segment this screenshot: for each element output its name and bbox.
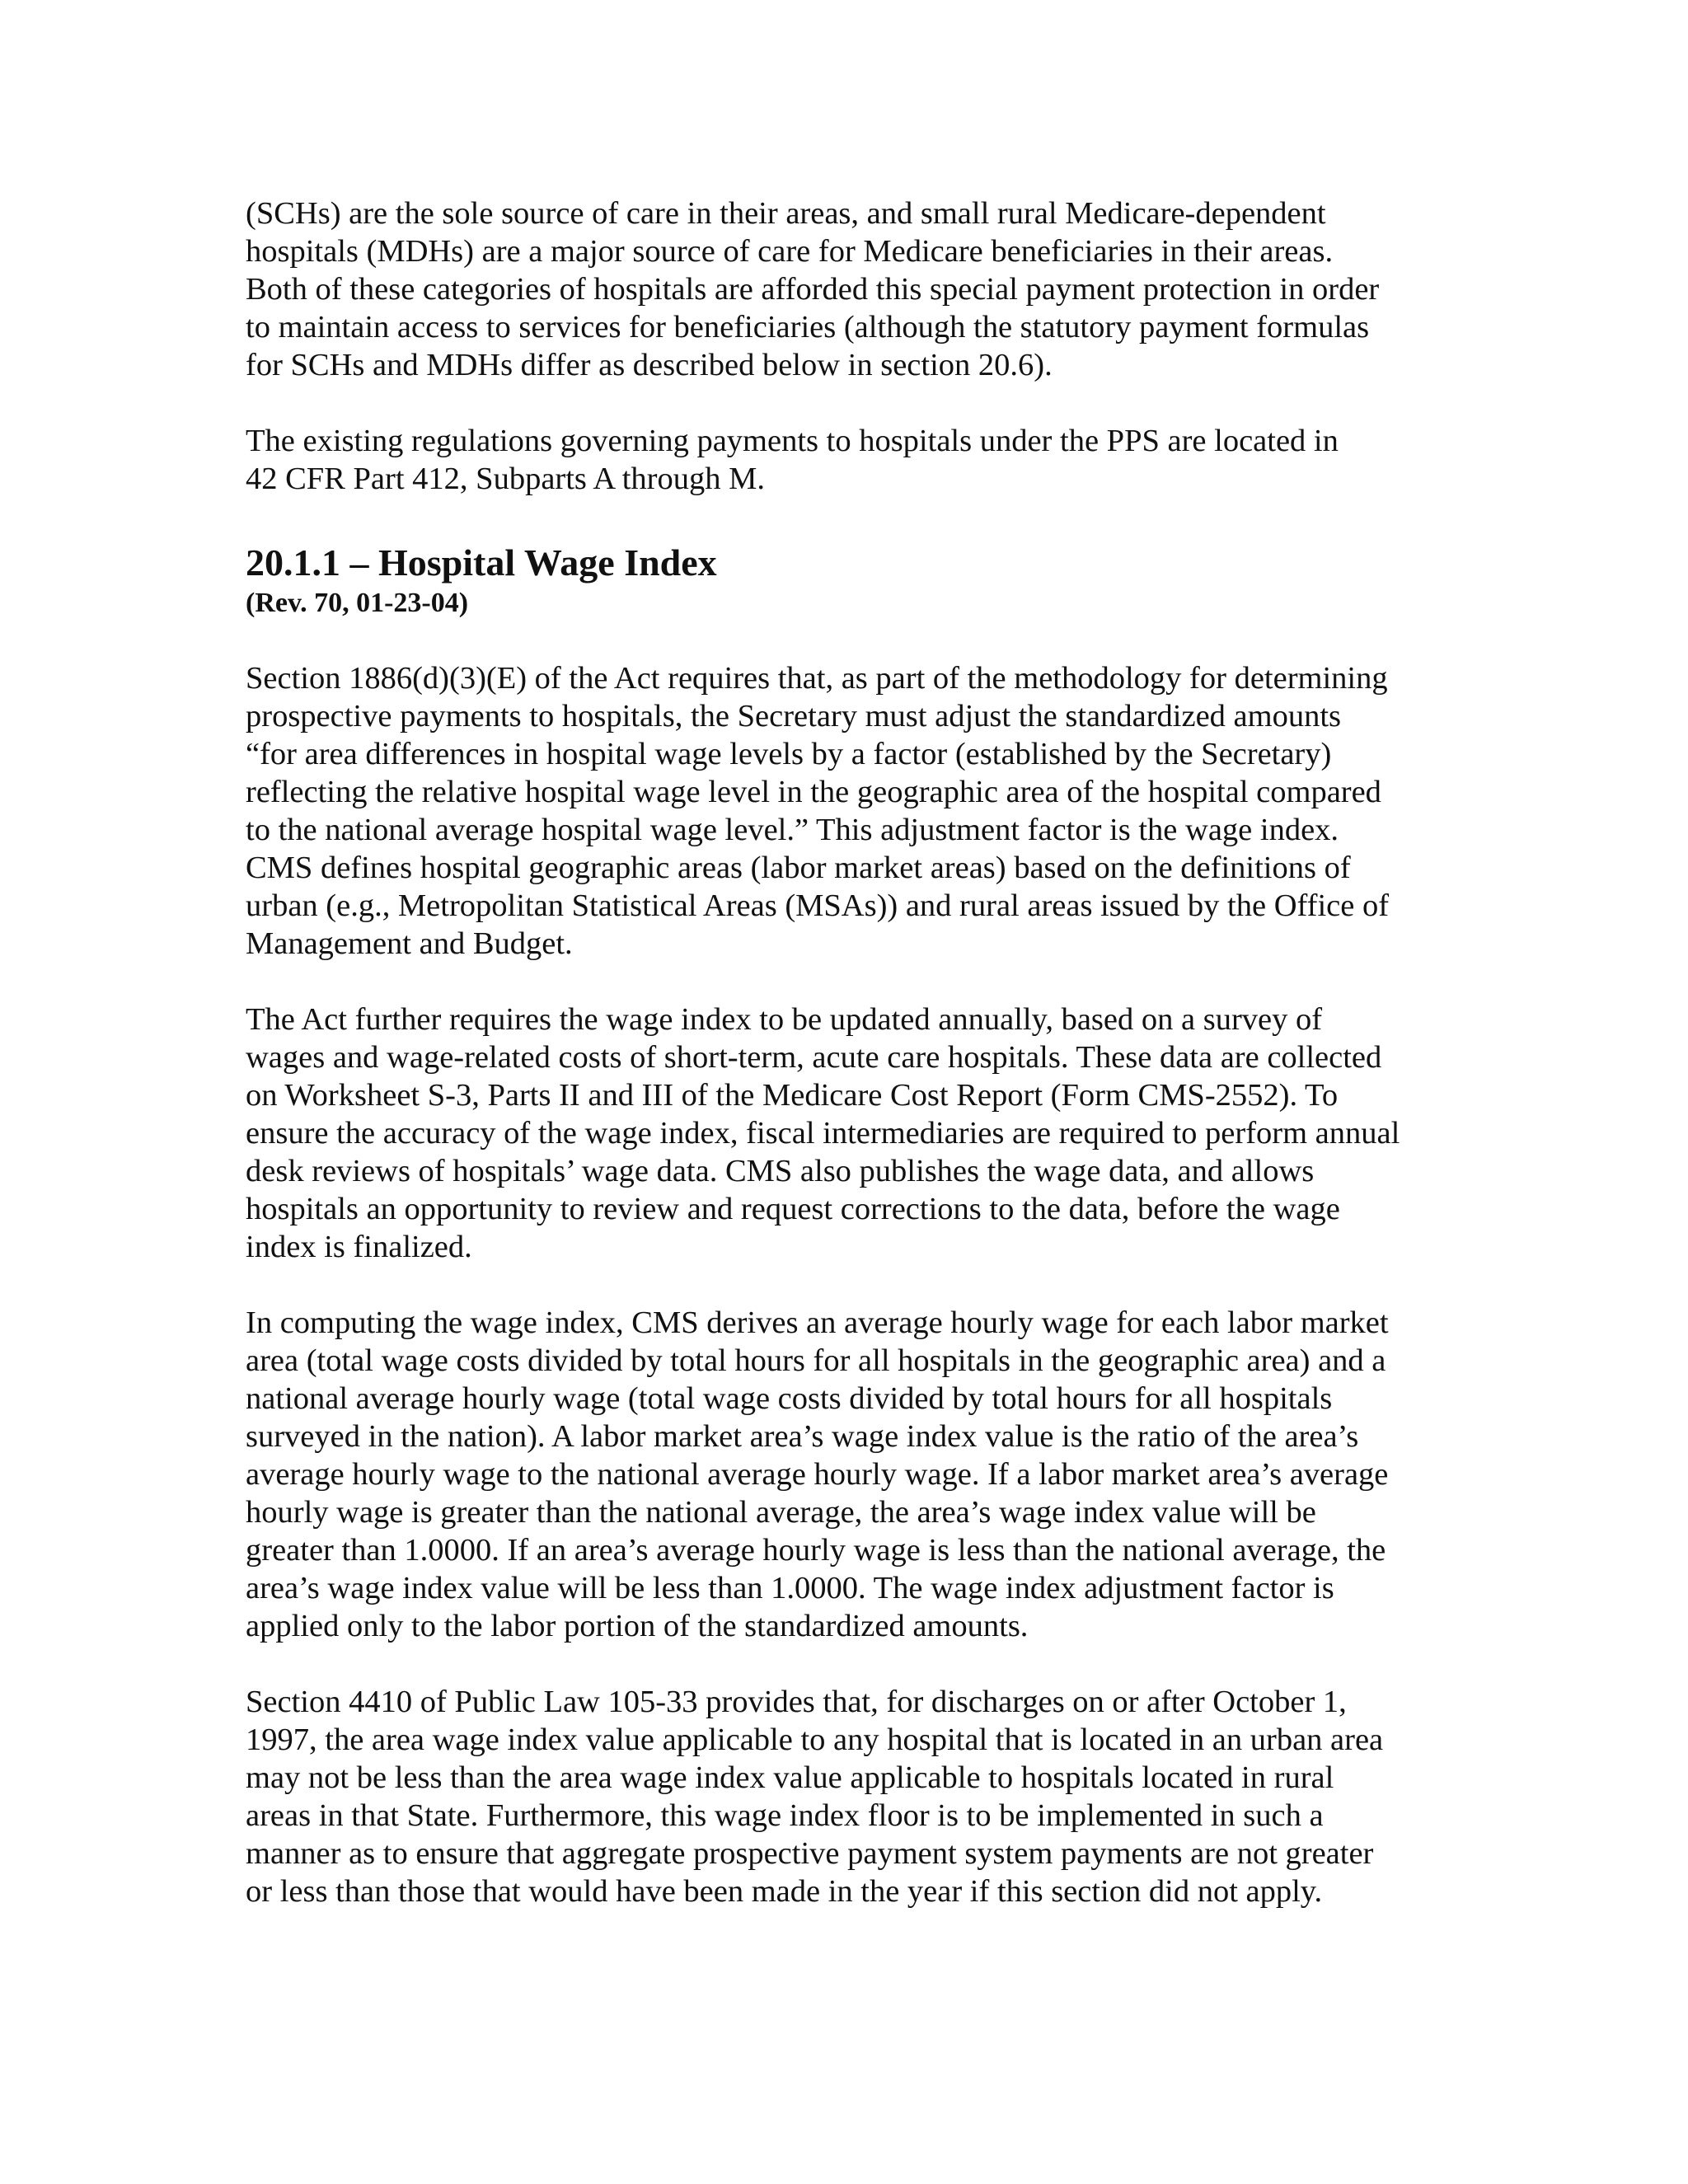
paragraph-computing-wage-index bbox=[246, 1304, 1457, 1645]
text-line: national average hourly wage (total wage costs divided by total hours for all hospitals bbox=[246, 1381, 1333, 1416]
paragraph-section-1886 bbox=[246, 659, 1457, 963]
text-line: Both of these categories of hospitals are afforded this special payment protection in order bbox=[246, 272, 1380, 307]
text-line: area (total wage costs divided by total hours for all hospitals in the geographic area) and a bbox=[246, 1343, 1386, 1378]
text-line: may not be less than the area wage index value applicable to hospitals located in rural bbox=[246, 1760, 1334, 1795]
text-line: Section 4410 of Public Law 105-33 provides that, for discharges on or after October 1, bbox=[246, 1685, 1347, 1719]
text-line: urban (e.g., Metropolitan Statistical Areas (MSAs)) and rural areas issued by the Office of bbox=[246, 888, 1390, 923]
text-line: to the national average hospital wage level.” This adjustment factor is the wage index. bbox=[246, 813, 1339, 847]
text-line: 42 CFR Part 412, Subparts A through M. bbox=[246, 462, 765, 496]
paragraph-spacer bbox=[246, 963, 1457, 1001]
text-line: The Act further requires the wage index to be updated annually, based on a survey of bbox=[246, 1002, 1323, 1037]
text-line: to maintain access to services for beneficiaries (although the statutory payment formulas bbox=[246, 310, 1370, 344]
text-line: “for area differences in hospital wage levels by a factor (established by the Secretary) bbox=[246, 737, 1332, 771]
text-line: areas in that State. Furthermore, this wage index floor is to be implemented in such a bbox=[246, 1798, 1324, 1833]
paragraph-spacer bbox=[246, 498, 1457, 536]
text-line: for SCHs and MDHs differ as described below in section 20.6). bbox=[246, 348, 1053, 382]
paragraph-annual-update bbox=[246, 1001, 1457, 1266]
text-line: greater than 1.0000. If an area’s average hourly wage is less than the national average, the bbox=[246, 1533, 1386, 1568]
paragraph-spacer bbox=[246, 384, 1457, 422]
text-line: 1997, the area wage index value applicable to any hospital that is located in an urban area bbox=[246, 1722, 1384, 1757]
text-line: surveyed in the nation). A labor market area’s wage index value is the ratio of the area’s bbox=[246, 1419, 1359, 1454]
text-line: desk reviews of hospitals’ wage data. CMS also publishes the wage data, and allows bbox=[246, 1154, 1315, 1188]
text-line: Section 1886(d)(3)(E) of the Act requires that, as part of the methodology for determining bbox=[246, 661, 1388, 696]
text-line: ensure the accuracy of the wage index, fiscal intermediaries are required to perform annual bbox=[246, 1116, 1400, 1151]
text-line: hospitals (MDHs) are a major source of care for Medicare beneficiaries in their areas. bbox=[246, 234, 1334, 269]
text-line: reflecting the relative hospital wage level in the geographic area of the hospital compared bbox=[246, 775, 1381, 809]
text-line: hourly wage is greater than the national average, the area’s wage index value will be bbox=[246, 1495, 1316, 1530]
text-line: manner as to ensure that aggregate prospective payment system payments are not greater bbox=[246, 1836, 1374, 1871]
paragraph-sole-community-hospitals bbox=[246, 194, 1457, 384]
text-line: average hourly wage to the national average hourly wage. If a labor market area’s average bbox=[246, 1457, 1389, 1492]
text-line: (SCHs) are the sole source of care in their areas, and small rural Medicare-dependent bbox=[246, 196, 1326, 231]
text-line: index is finalized. bbox=[246, 1230, 472, 1264]
text-line: Management and Budget. bbox=[246, 926, 573, 961]
text-line: area’s wage index value will be less than 1.0000. The wage index adjustment factor is bbox=[246, 1571, 1334, 1605]
text-line: hospitals an opportunity to review and request corrections to the data, before the wage bbox=[246, 1192, 1340, 1226]
text-line: The existing regulations governing payments to hospitals under the PPS are located in bbox=[246, 424, 1339, 458]
paragraph-spacer bbox=[246, 621, 1457, 659]
document-page bbox=[246, 194, 1457, 1910]
text-line: In computing the wage index, CMS derives an average hourly wage for each labor market bbox=[246, 1305, 1389, 1340]
text-line: applied only to the labor portion of the standardized amounts. bbox=[246, 1609, 1029, 1643]
paragraph-spacer bbox=[246, 1266, 1457, 1304]
text-line: prospective payments to hospitals, the Secretary must adjust the standardized amounts bbox=[246, 699, 1342, 733]
paragraph-spacer bbox=[246, 1645, 1457, 1683]
text-line: wages and wage-related costs of short-term, acute care hospitals. These data are collected bbox=[246, 1040, 1382, 1075]
text-line: on Worksheet S-3, Parts II and III of the Medicare Cost Report (Form CMS-2552). To bbox=[246, 1078, 1339, 1113]
section-revision: (Rev. 70, 01-23-04) bbox=[246, 588, 469, 618]
text-line: CMS defines hospital geographic areas (labor market areas) based on the definitions of bbox=[246, 851, 1351, 885]
paragraph-existing-regulations bbox=[246, 422, 1457, 498]
text-line: or less than those that would have been made in the year if this section did not apply. bbox=[246, 1874, 1323, 1909]
section-heading: 20.1.1 – Hospital Wage Index bbox=[246, 541, 717, 583]
paragraph-public-law-105-33 bbox=[246, 1683, 1457, 1910]
